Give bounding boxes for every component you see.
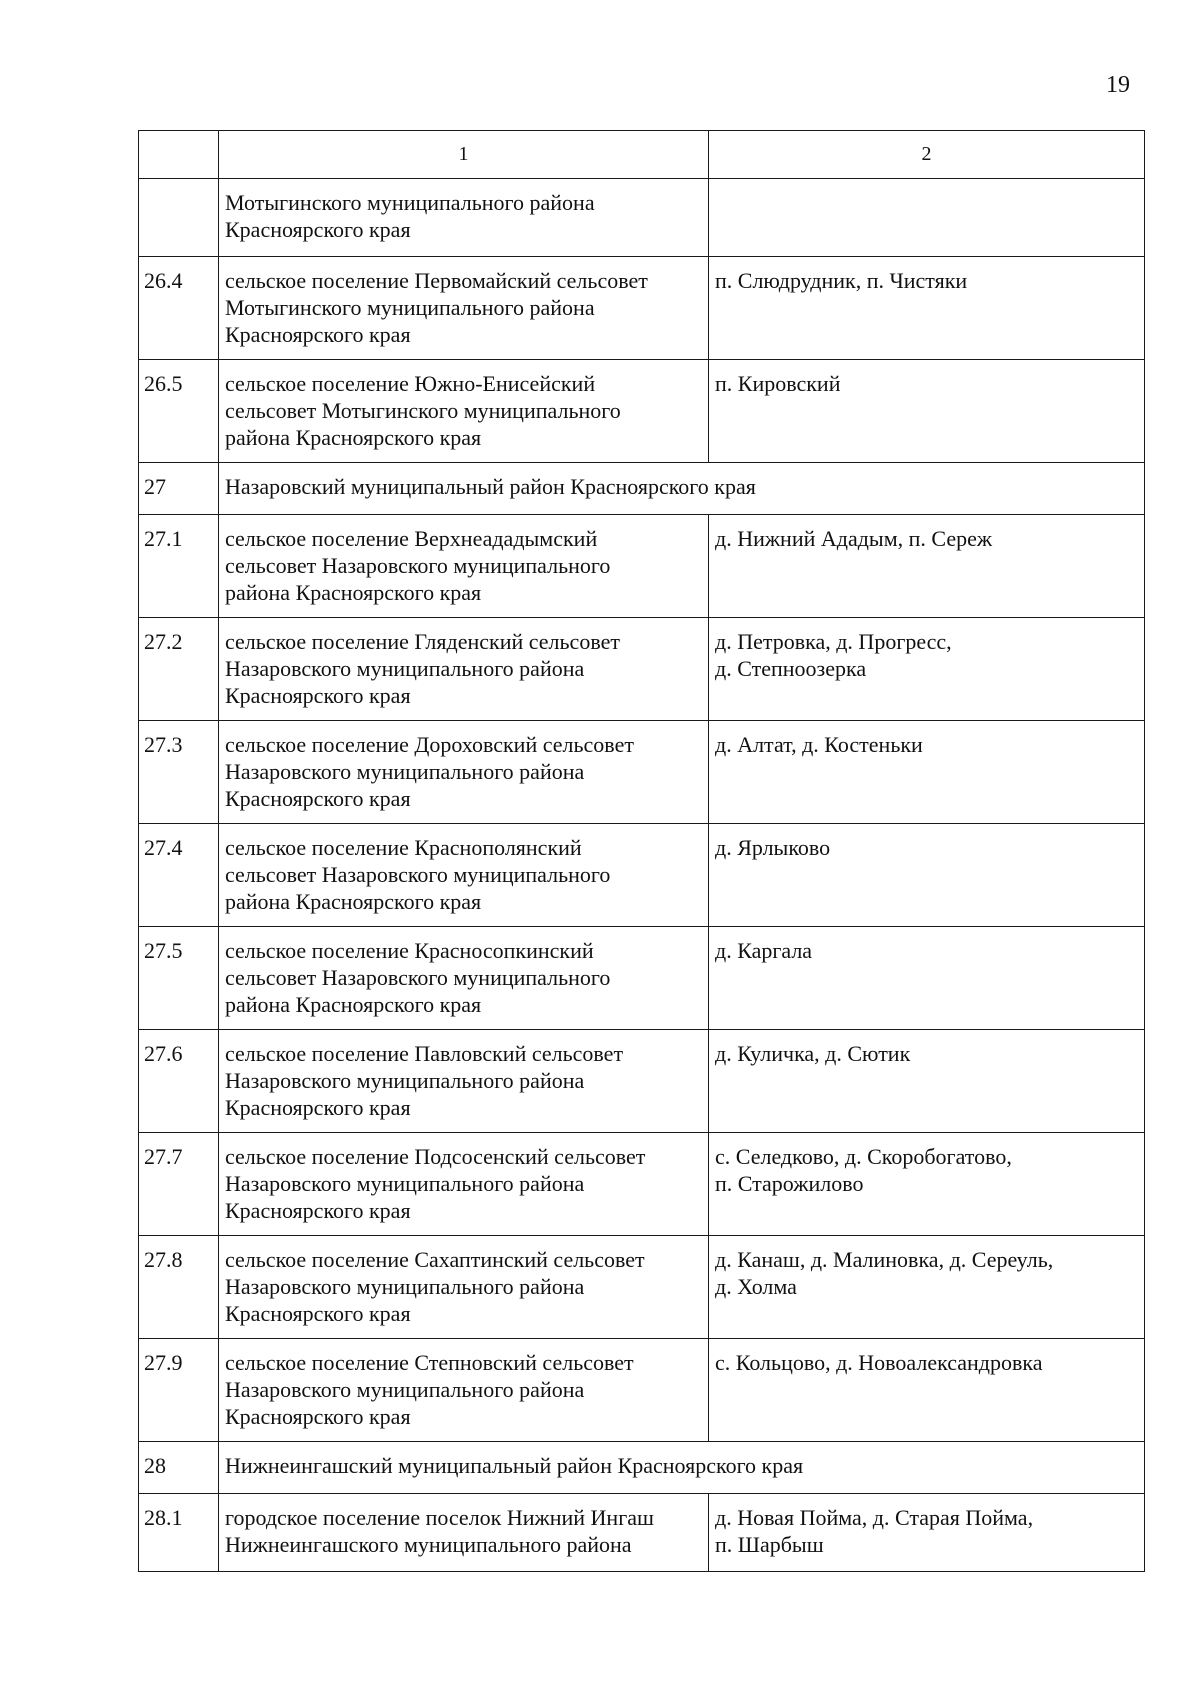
header-cell-2: 2 bbox=[709, 131, 1145, 179]
municipality-line: Красноярского края bbox=[225, 683, 411, 708]
table-row bbox=[139, 360, 1145, 463]
municipality-line: Назаровского муниципального района bbox=[225, 759, 585, 784]
municipality-cell bbox=[219, 257, 709, 360]
municipality-line: Красноярского края bbox=[225, 1198, 411, 1223]
municipality-cell bbox=[219, 1494, 709, 1572]
table-row bbox=[139, 515, 1145, 618]
table-row bbox=[139, 721, 1145, 824]
row-number-cell: 26.4 bbox=[139, 257, 219, 360]
municipality-line: сельское поселение Степновский сельсовет bbox=[225, 1350, 634, 1375]
municipality-line: сельское поселение Гляденский сельсовет bbox=[225, 629, 620, 654]
settlement-line: д. Куличка, д. Сютик bbox=[715, 1041, 911, 1066]
municipality-line: сельское поселение Сахаптинский сельсовет bbox=[225, 1247, 645, 1272]
row-number-cell: 28.1 bbox=[139, 1494, 219, 1572]
table-row bbox=[139, 257, 1145, 360]
header-cell-number bbox=[139, 131, 219, 179]
settlements-cell bbox=[709, 721, 1145, 824]
municipality-cell bbox=[219, 1030, 709, 1133]
district-number-cell: 28 bbox=[139, 1442, 219, 1494]
municipality-cell bbox=[219, 1236, 709, 1339]
settlement-line: п. Старожилово bbox=[715, 1171, 864, 1196]
settlements-cell bbox=[709, 179, 1145, 257]
row-number-cell: 27.9 bbox=[139, 1339, 219, 1442]
row-number-cell: 27.2 bbox=[139, 618, 219, 721]
settlements-cell bbox=[709, 1494, 1145, 1572]
settlement-line: д. Алтат, д. Костеньки bbox=[715, 732, 923, 757]
municipality-line: Красноярского края bbox=[225, 1095, 411, 1120]
row-number-cell: 27.6 bbox=[139, 1030, 219, 1133]
municipality-line: сельское поселение Южно-Енисейский bbox=[225, 371, 596, 396]
continuation-row bbox=[139, 179, 1145, 257]
municipality-line: Красноярского края bbox=[225, 217, 411, 242]
settlements-cell bbox=[709, 360, 1145, 463]
municipality-line: сельское поселение Краснополянский bbox=[225, 835, 582, 860]
settlement-line: д. Холма bbox=[715, 1274, 797, 1299]
municipality-cell bbox=[219, 515, 709, 618]
municipality-cell bbox=[219, 360, 709, 463]
municipality-line: Назаровского муниципального района bbox=[225, 656, 585, 681]
municipality-line: сельское поселение Первомайский сельсовет bbox=[225, 268, 648, 293]
table-row bbox=[139, 1030, 1145, 1133]
row-number-cell bbox=[139, 179, 219, 257]
settlement-line: п. Кировский bbox=[715, 371, 841, 396]
municipality-cell bbox=[219, 927, 709, 1030]
row-number-cell: 27.8 bbox=[139, 1236, 219, 1339]
municipality-line: Назаровского муниципального района bbox=[225, 1068, 585, 1093]
municipality-cell bbox=[219, 179, 709, 257]
table-row bbox=[139, 824, 1145, 927]
settlement-line: д. Петровка, д. Прогресс, bbox=[715, 629, 952, 654]
row-number-cell: 27.3 bbox=[139, 721, 219, 824]
settlements-cell bbox=[709, 257, 1145, 360]
settlement-line: п. Слюдрудник, п. Чистяки bbox=[715, 268, 968, 293]
municipality-line: района Красноярского края bbox=[225, 580, 482, 605]
municipality-cell bbox=[219, 721, 709, 824]
municipality-line: Мотыгинского муниципального района bbox=[225, 295, 595, 320]
settlements-table-container bbox=[138, 130, 1144, 1572]
municipality-line: Красноярского края bbox=[225, 322, 411, 347]
table-header-row bbox=[139, 131, 1145, 179]
municipality-line: городское поселение поселок Нижний Ингаш bbox=[225, 1505, 654, 1530]
municipality-line: района Красноярского края bbox=[225, 889, 482, 914]
settlements-table bbox=[138, 130, 1145, 1572]
page-number: 19 bbox=[1106, 72, 1130, 98]
table-row bbox=[139, 1339, 1145, 1442]
settlement-line: д. Ярлыково bbox=[715, 835, 831, 860]
row-number-cell: 27.4 bbox=[139, 824, 219, 927]
municipality-line: сельсовет Назаровского муниципального bbox=[225, 862, 611, 887]
header-cell-1: 1 bbox=[219, 131, 709, 179]
table-row bbox=[139, 1236, 1145, 1339]
row-number-cell: 27.5 bbox=[139, 927, 219, 1030]
municipality-cell bbox=[219, 1133, 709, 1236]
municipality-cell bbox=[219, 1339, 709, 1442]
table-row bbox=[139, 927, 1145, 1030]
row-number-cell: 26.5 bbox=[139, 360, 219, 463]
settlement-line: д. Степноозерка bbox=[715, 656, 867, 681]
settlements-cell bbox=[709, 1236, 1145, 1339]
municipality-line: Красноярского края bbox=[225, 1404, 411, 1429]
settlement-line: д. Каргала bbox=[715, 938, 813, 963]
municipality-line: Назаровского муниципального района bbox=[225, 1171, 585, 1196]
district-row bbox=[139, 1442, 1145, 1494]
municipality-line: района Красноярского края bbox=[225, 992, 482, 1017]
settlements-table-body bbox=[139, 131, 1145, 1572]
settlement-line: д. Нижний Ададым, п. Сереж bbox=[715, 526, 993, 551]
settlements-cell bbox=[709, 1133, 1145, 1236]
settlements-cell bbox=[709, 824, 1145, 927]
municipality-line: Назаровского муниципального района bbox=[225, 1274, 585, 1299]
municipality-line: сельсовет Мотыгинского муниципального bbox=[225, 398, 621, 423]
row-number-cell: 27.7 bbox=[139, 1133, 219, 1236]
settlements-cell bbox=[709, 927, 1145, 1030]
municipality-line: сельское поселение Павловский сельсовет bbox=[225, 1041, 624, 1066]
municipality-line: сельсовет Назаровского муниципального bbox=[225, 553, 611, 578]
district-row bbox=[139, 463, 1145, 515]
municipality-line: сельское поселение Подсосенский сельсовет bbox=[225, 1144, 646, 1169]
municipality-line: сельсовет Назаровского муниципального bbox=[225, 965, 611, 990]
settlements-cell bbox=[709, 1339, 1145, 1442]
settlement-line: д. Новая Пойма, д. Старая Пойма, bbox=[715, 1505, 1034, 1530]
municipality-line: района Красноярского края bbox=[225, 425, 482, 450]
settlement-line: с. Кольцово, д. Новоалександровка bbox=[715, 1350, 1043, 1375]
table-row bbox=[139, 1494, 1145, 1572]
district-title-cell: Назаровский муниципальный район Красноярского края bbox=[219, 463, 1145, 515]
municipality-line: Красноярского края bbox=[225, 786, 411, 811]
municipality-cell bbox=[219, 618, 709, 721]
settlements-cell bbox=[709, 515, 1145, 618]
municipality-line: Нижнеингашского муниципального района bbox=[225, 1532, 632, 1557]
municipality-line: сельское поселение Красносопкинский bbox=[225, 938, 594, 963]
municipality-cell bbox=[219, 824, 709, 927]
row-number-cell: 27.1 bbox=[139, 515, 219, 618]
district-number-cell: 27 bbox=[139, 463, 219, 515]
municipality-line: сельское поселение Дороховский сельсовет bbox=[225, 732, 634, 757]
municipality-line: Мотыгинского муниципального района bbox=[225, 190, 595, 215]
table-row bbox=[139, 618, 1145, 721]
settlement-line: д. Канаш, д. Малиновка, д. Сереуль, bbox=[715, 1247, 1054, 1272]
municipality-line: сельское поселение Верхнеададымский bbox=[225, 526, 598, 551]
settlement-line: п. Шарбыш bbox=[715, 1532, 824, 1557]
settlements-cell bbox=[709, 618, 1145, 721]
municipality-line: Назаровского муниципального района bbox=[225, 1377, 585, 1402]
district-title-cell: Нижнеингашский муниципальный район Красноярского края bbox=[219, 1442, 1145, 1494]
settlements-cell bbox=[709, 1030, 1145, 1133]
municipality-line: Красноярского края bbox=[225, 1301, 411, 1326]
table-row bbox=[139, 1133, 1145, 1236]
settlement-line: с. Селедково, д. Скоробогатово, bbox=[715, 1144, 1012, 1169]
